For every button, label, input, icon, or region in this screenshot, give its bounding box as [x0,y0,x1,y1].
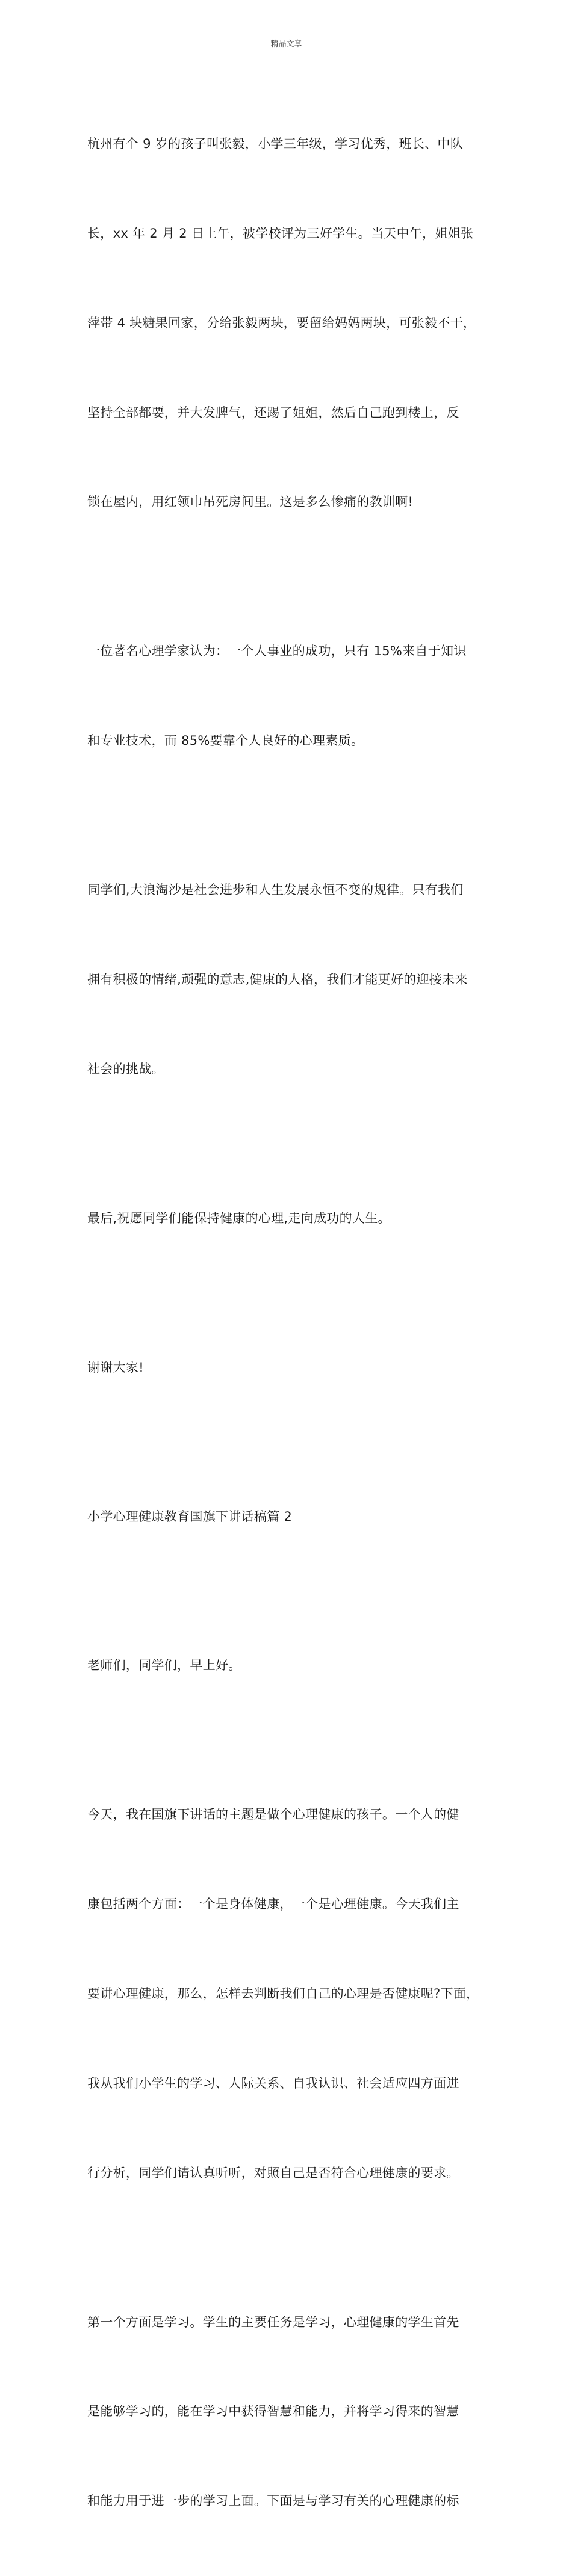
paragraph [87,1293,494,1442]
paragraph [87,2248,494,2576]
text-line: 拥有积极的情绪,顽强的意志,健康的人格，我们才能更好的迎接未来 [87,972,468,987]
text-line: 长，xx 年 2 月 2 日上午，被学校评为三好学生。当天中午，姐姐张 [87,226,474,241]
text-line: 同学们,大浪淘沙是社会进步和人生发展永恒不变的规律。只有我们 [87,883,464,898]
paragraph [87,1740,494,2248]
text-line: 最后,祝愿同学们能保持健康的心理,走向成功的人生。 [87,1210,391,1225]
section-heading [87,1442,494,1591]
text-line: 社会的挑战。 [87,1061,164,1076]
text-line: 要讲心理健康，那么，怎样去判断我们自己的心理是否健康呢?下面， [87,1986,479,2001]
paragraph [87,816,494,1144]
text-line: 和专业技术，而 85%要靠个人良好的心理素质。 [87,733,364,748]
text-line: 和能力用于进一步的学习上面。下面是与学习有关的心理健康的标 [87,2494,459,2509]
text-line: 第一个方面是学习。学生的主要任务是学习，心理健康的学生首先 [87,2314,459,2329]
text-line: 行分析，同学们请认真听听，对照自己是否符合心理健康的要求。 [87,2165,459,2180]
paragraph [87,577,494,816]
text-line: 锁在屋内，用红领巾吊死房间里。这是多么惨痛的教训啊! [87,495,414,510]
text-line: 小学心理健康教育国旗下讲话稿篇 2 [87,1509,293,1524]
paragraph [87,1591,494,1740]
text-line: 一位著名心理学家认为：一个人事业的成功，只有 15%来自于知识 [87,644,467,659]
text-line: 我从我们小学生的学习、人际关系、自我认识、社会适应四方面进 [87,2075,459,2091]
text-line: 谢谢大家! [87,1360,144,1375]
page-header [87,37,485,52]
text-line: 康包括两个方面：一个是身体健康，一个是心理健康。今天我们主 [87,1897,459,1912]
text-line: 杭州有个 9 岁的孩子叫张毅，小学三年级，学习优秀，班长、中队 [87,137,464,152]
header-title: 精品文章 [270,40,302,49]
text-line: 老师们，同学们，早上好。 [87,1658,241,1673]
paragraph [87,70,494,577]
text-line: 是能够学习的，能在学习中获得智慧和能力，并将学习得来的智慧 [87,2404,459,2419]
text-line: 萍带 4 块糖果回家，分给张毅两块，要留给妈妈两块，可张毅不干， [87,315,476,330]
text-line: 今天，我在国旗下讲话的主题是做个心理健康的孩子。一个人的健 [87,1807,459,1822]
text-line: 坚持全部都要，并大发脾气，还踢了姐姐，然后自己跑到楼上，反 [87,405,459,420]
document-body [87,70,494,2576]
paragraph [87,1144,494,1293]
